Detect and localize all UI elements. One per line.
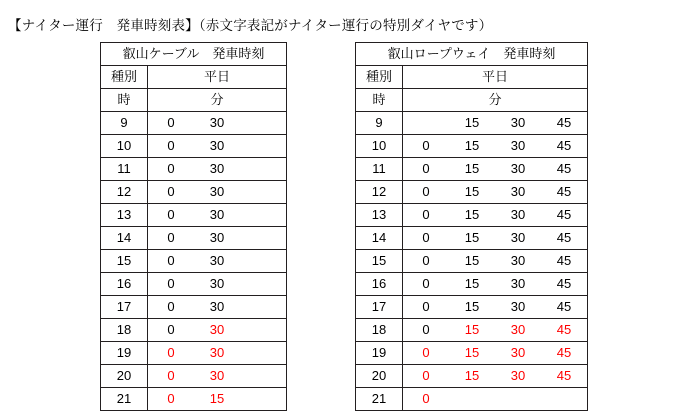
hour-cell: 12 xyxy=(101,181,148,204)
minutes-cell xyxy=(148,342,287,365)
table-row xyxy=(101,204,287,227)
hour-cell: 14 xyxy=(356,227,403,250)
hour-label: 時 xyxy=(101,89,148,112)
minute-value: 0 xyxy=(422,322,430,337)
minute-value: 45 xyxy=(556,345,572,360)
minutes-cell xyxy=(148,158,287,181)
minute-value xyxy=(240,181,286,203)
hour-cell: 10 xyxy=(101,135,148,158)
minute-value xyxy=(403,112,449,134)
table-row xyxy=(356,227,588,250)
minute-value: 0 xyxy=(167,161,175,176)
minute-value: 0 xyxy=(422,345,430,360)
minute-value: 30 xyxy=(209,276,225,291)
minute-value: 30 xyxy=(510,322,526,337)
hour-cell: 16 xyxy=(101,273,148,296)
minutes-cell xyxy=(403,319,588,342)
minute-value: 30 xyxy=(510,368,526,383)
table-row xyxy=(356,296,588,319)
minute-value: 30 xyxy=(510,253,526,268)
minute-value: 30 xyxy=(209,230,225,245)
minutes-cell xyxy=(148,296,287,319)
minute-value: 30 xyxy=(510,161,526,176)
minutes-cell xyxy=(403,181,588,204)
hour-cell: 15 xyxy=(356,250,403,273)
minute-value: 0 xyxy=(167,345,175,360)
hour-cell: 14 xyxy=(101,227,148,250)
minute-value: 0 xyxy=(422,138,430,153)
minute-value: 30 xyxy=(510,299,526,314)
minute-value xyxy=(240,342,286,364)
minute-value: 15 xyxy=(464,322,480,337)
hour-cell: 20 xyxy=(356,365,403,388)
table-row xyxy=(356,112,588,135)
table-row xyxy=(356,388,588,411)
table-row xyxy=(356,250,588,273)
minute-value: 45 xyxy=(556,299,572,314)
minute-value: 0 xyxy=(167,368,175,383)
minute-value xyxy=(240,227,286,249)
minute-value: 15 xyxy=(209,391,225,406)
minutes-cell xyxy=(403,388,588,411)
minute-value: 30 xyxy=(510,345,526,360)
hour-cell: 18 xyxy=(101,319,148,342)
minute-label: 分 xyxy=(148,89,287,112)
minute-value: 0 xyxy=(167,207,175,222)
hour-cell: 17 xyxy=(101,296,148,319)
minutes-cell xyxy=(403,250,588,273)
minute-value: 15 xyxy=(464,299,480,314)
minutes-cell xyxy=(403,365,588,388)
hour-cell: 19 xyxy=(101,342,148,365)
minute-value: 15 xyxy=(464,368,480,383)
timetable-rows xyxy=(101,112,287,411)
minute-value: 45 xyxy=(556,253,572,268)
hour-cell: 21 xyxy=(101,388,148,411)
minute-value: 0 xyxy=(167,391,175,406)
minute-value xyxy=(240,204,286,226)
minute-value: 0 xyxy=(167,230,175,245)
minute-value: 0 xyxy=(167,115,175,130)
table-row xyxy=(101,319,287,342)
minutes-cell xyxy=(148,112,287,135)
minute-value: 0 xyxy=(422,161,430,176)
minute-value: 0 xyxy=(167,184,175,199)
table-row xyxy=(101,388,287,411)
table-row xyxy=(101,181,287,204)
minutes-cell xyxy=(403,112,588,135)
kind-label: 種別 xyxy=(356,66,403,89)
minute-value: 30 xyxy=(510,230,526,245)
minute-value: 15 xyxy=(464,138,480,153)
table-row xyxy=(101,273,287,296)
table-row xyxy=(101,342,287,365)
minute-value: 30 xyxy=(209,322,225,337)
minutes-cell xyxy=(148,365,287,388)
kind-label: 種別 xyxy=(101,66,148,89)
minute-value: 45 xyxy=(556,368,572,383)
hour-cell: 12 xyxy=(356,181,403,204)
minute-value: 30 xyxy=(209,299,225,314)
timetable-ropeway xyxy=(355,42,588,411)
table-header-kind-row xyxy=(356,66,588,89)
minute-value: 15 xyxy=(464,345,480,360)
table-row xyxy=(101,250,287,273)
page-title: 【ナイター運行 発車時刻表】（赤文字表記がナイター運行の特別ダイヤです） xyxy=(8,18,493,33)
minute-value: 15 xyxy=(464,161,480,176)
minute-value: 45 xyxy=(556,230,572,245)
minute-value: 15 xyxy=(464,230,480,245)
minute-value: 30 xyxy=(510,207,526,222)
table-row xyxy=(356,365,588,388)
minute-value xyxy=(240,250,286,272)
minute-value: 15 xyxy=(464,115,480,130)
minutes-cell xyxy=(403,296,588,319)
table-header-unit-row xyxy=(356,89,588,112)
minute-value: 45 xyxy=(556,207,572,222)
minute-value: 30 xyxy=(209,345,225,360)
minutes-cell xyxy=(403,227,588,250)
timetable-rows xyxy=(356,112,588,411)
table-header-kind-row xyxy=(101,66,287,89)
minute-value xyxy=(240,112,286,134)
timetable-table xyxy=(100,42,287,411)
minute-value: 0 xyxy=(422,299,430,314)
minute-value: 15 xyxy=(464,276,480,291)
minute-value: 0 xyxy=(422,230,430,245)
minute-value: 0 xyxy=(167,276,175,291)
minute-value: 45 xyxy=(556,161,572,176)
minutes-cell xyxy=(148,135,287,158)
minute-label: 分 xyxy=(403,89,588,112)
minutes-cell xyxy=(148,227,287,250)
hour-cell: 9 xyxy=(101,112,148,135)
hour-cell: 21 xyxy=(356,388,403,411)
hour-cell: 15 xyxy=(101,250,148,273)
hour-cell: 13 xyxy=(101,204,148,227)
minute-value: 0 xyxy=(167,253,175,268)
minutes-cell xyxy=(148,273,287,296)
table-row xyxy=(356,181,588,204)
table-row xyxy=(101,365,287,388)
hour-cell: 19 xyxy=(356,342,403,365)
hour-cell: 9 xyxy=(356,112,403,135)
table-row xyxy=(356,319,588,342)
table-row xyxy=(356,204,588,227)
table-row xyxy=(101,135,287,158)
table-header-unit-row xyxy=(101,89,287,112)
hour-cell: 20 xyxy=(101,365,148,388)
weekday-label: 平日 xyxy=(148,66,287,89)
timetable-table xyxy=(355,42,588,411)
hour-cell: 17 xyxy=(356,296,403,319)
hour-cell: 11 xyxy=(356,158,403,181)
minutes-cell xyxy=(148,250,287,273)
minute-value: 30 xyxy=(209,184,225,199)
table-row xyxy=(356,135,588,158)
minute-value xyxy=(240,158,286,180)
minute-value: 15 xyxy=(464,207,480,222)
minute-value: 15 xyxy=(464,253,480,268)
hour-cell: 13 xyxy=(356,204,403,227)
minute-value: 45 xyxy=(556,138,572,153)
minute-value: 45 xyxy=(556,115,572,130)
hour-cell: 18 xyxy=(356,319,403,342)
table-row xyxy=(101,227,287,250)
minute-value: 30 xyxy=(209,138,225,153)
hour-cell: 16 xyxy=(356,273,403,296)
hour-cell: 10 xyxy=(356,135,403,158)
minute-value: 45 xyxy=(556,184,572,199)
timetable-body xyxy=(356,43,588,112)
minute-value: 0 xyxy=(422,276,430,291)
minute-value xyxy=(240,273,286,295)
minute-value: 30 xyxy=(209,161,225,176)
minutes-cell xyxy=(403,204,588,227)
minute-value xyxy=(240,296,286,318)
minutes-cell xyxy=(148,204,287,227)
minute-value: 0 xyxy=(422,368,430,383)
hour-cell: 11 xyxy=(101,158,148,181)
minute-value: 30 xyxy=(510,138,526,153)
minute-value xyxy=(240,365,286,387)
minute-value: 30 xyxy=(510,115,526,130)
minutes-cell xyxy=(403,342,588,365)
timetable-name: 叡山ケーブル 発車時刻 xyxy=(101,43,287,66)
minutes-cell xyxy=(403,273,588,296)
minute-value: 0 xyxy=(422,207,430,222)
table-row xyxy=(356,158,588,181)
hour-label: 時 xyxy=(356,89,403,112)
minute-value: 45 xyxy=(556,276,572,291)
table-row xyxy=(101,112,287,135)
minute-value: 45 xyxy=(556,322,572,337)
minutes-cell xyxy=(148,319,287,342)
minute-value: 0 xyxy=(422,184,430,199)
minute-value: 30 xyxy=(209,368,225,383)
minute-value: 0 xyxy=(422,391,430,406)
minute-value: 0 xyxy=(167,322,175,337)
minute-value xyxy=(240,319,286,341)
minutes-cell xyxy=(148,181,287,204)
minute-value: 15 xyxy=(464,184,480,199)
table-row xyxy=(101,296,287,319)
table-row xyxy=(356,273,588,296)
timetable-name: 叡山ロープウェイ 発車時刻 xyxy=(356,43,588,66)
weekday-label: 平日 xyxy=(403,66,588,89)
table-header-name-row xyxy=(356,43,588,66)
timetable-cable xyxy=(100,42,287,411)
minutes-cell xyxy=(403,135,588,158)
table-row xyxy=(101,158,287,181)
minutes-cell xyxy=(148,388,287,411)
minute-value: 0 xyxy=(422,253,430,268)
minute-value: 30 xyxy=(209,253,225,268)
minutes-cell xyxy=(403,158,588,181)
minute-value: 0 xyxy=(167,138,175,153)
minute-value: 30 xyxy=(209,207,225,222)
table-row xyxy=(356,342,588,365)
timetables-container xyxy=(0,42,700,411)
minute-value: 30 xyxy=(510,276,526,291)
minute-value: 0 xyxy=(167,299,175,314)
minute-value: 30 xyxy=(510,184,526,199)
minute-value: 30 xyxy=(209,115,225,130)
table-header-name-row xyxy=(101,43,287,66)
minute-value xyxy=(240,135,286,157)
timetable-body xyxy=(101,43,287,112)
